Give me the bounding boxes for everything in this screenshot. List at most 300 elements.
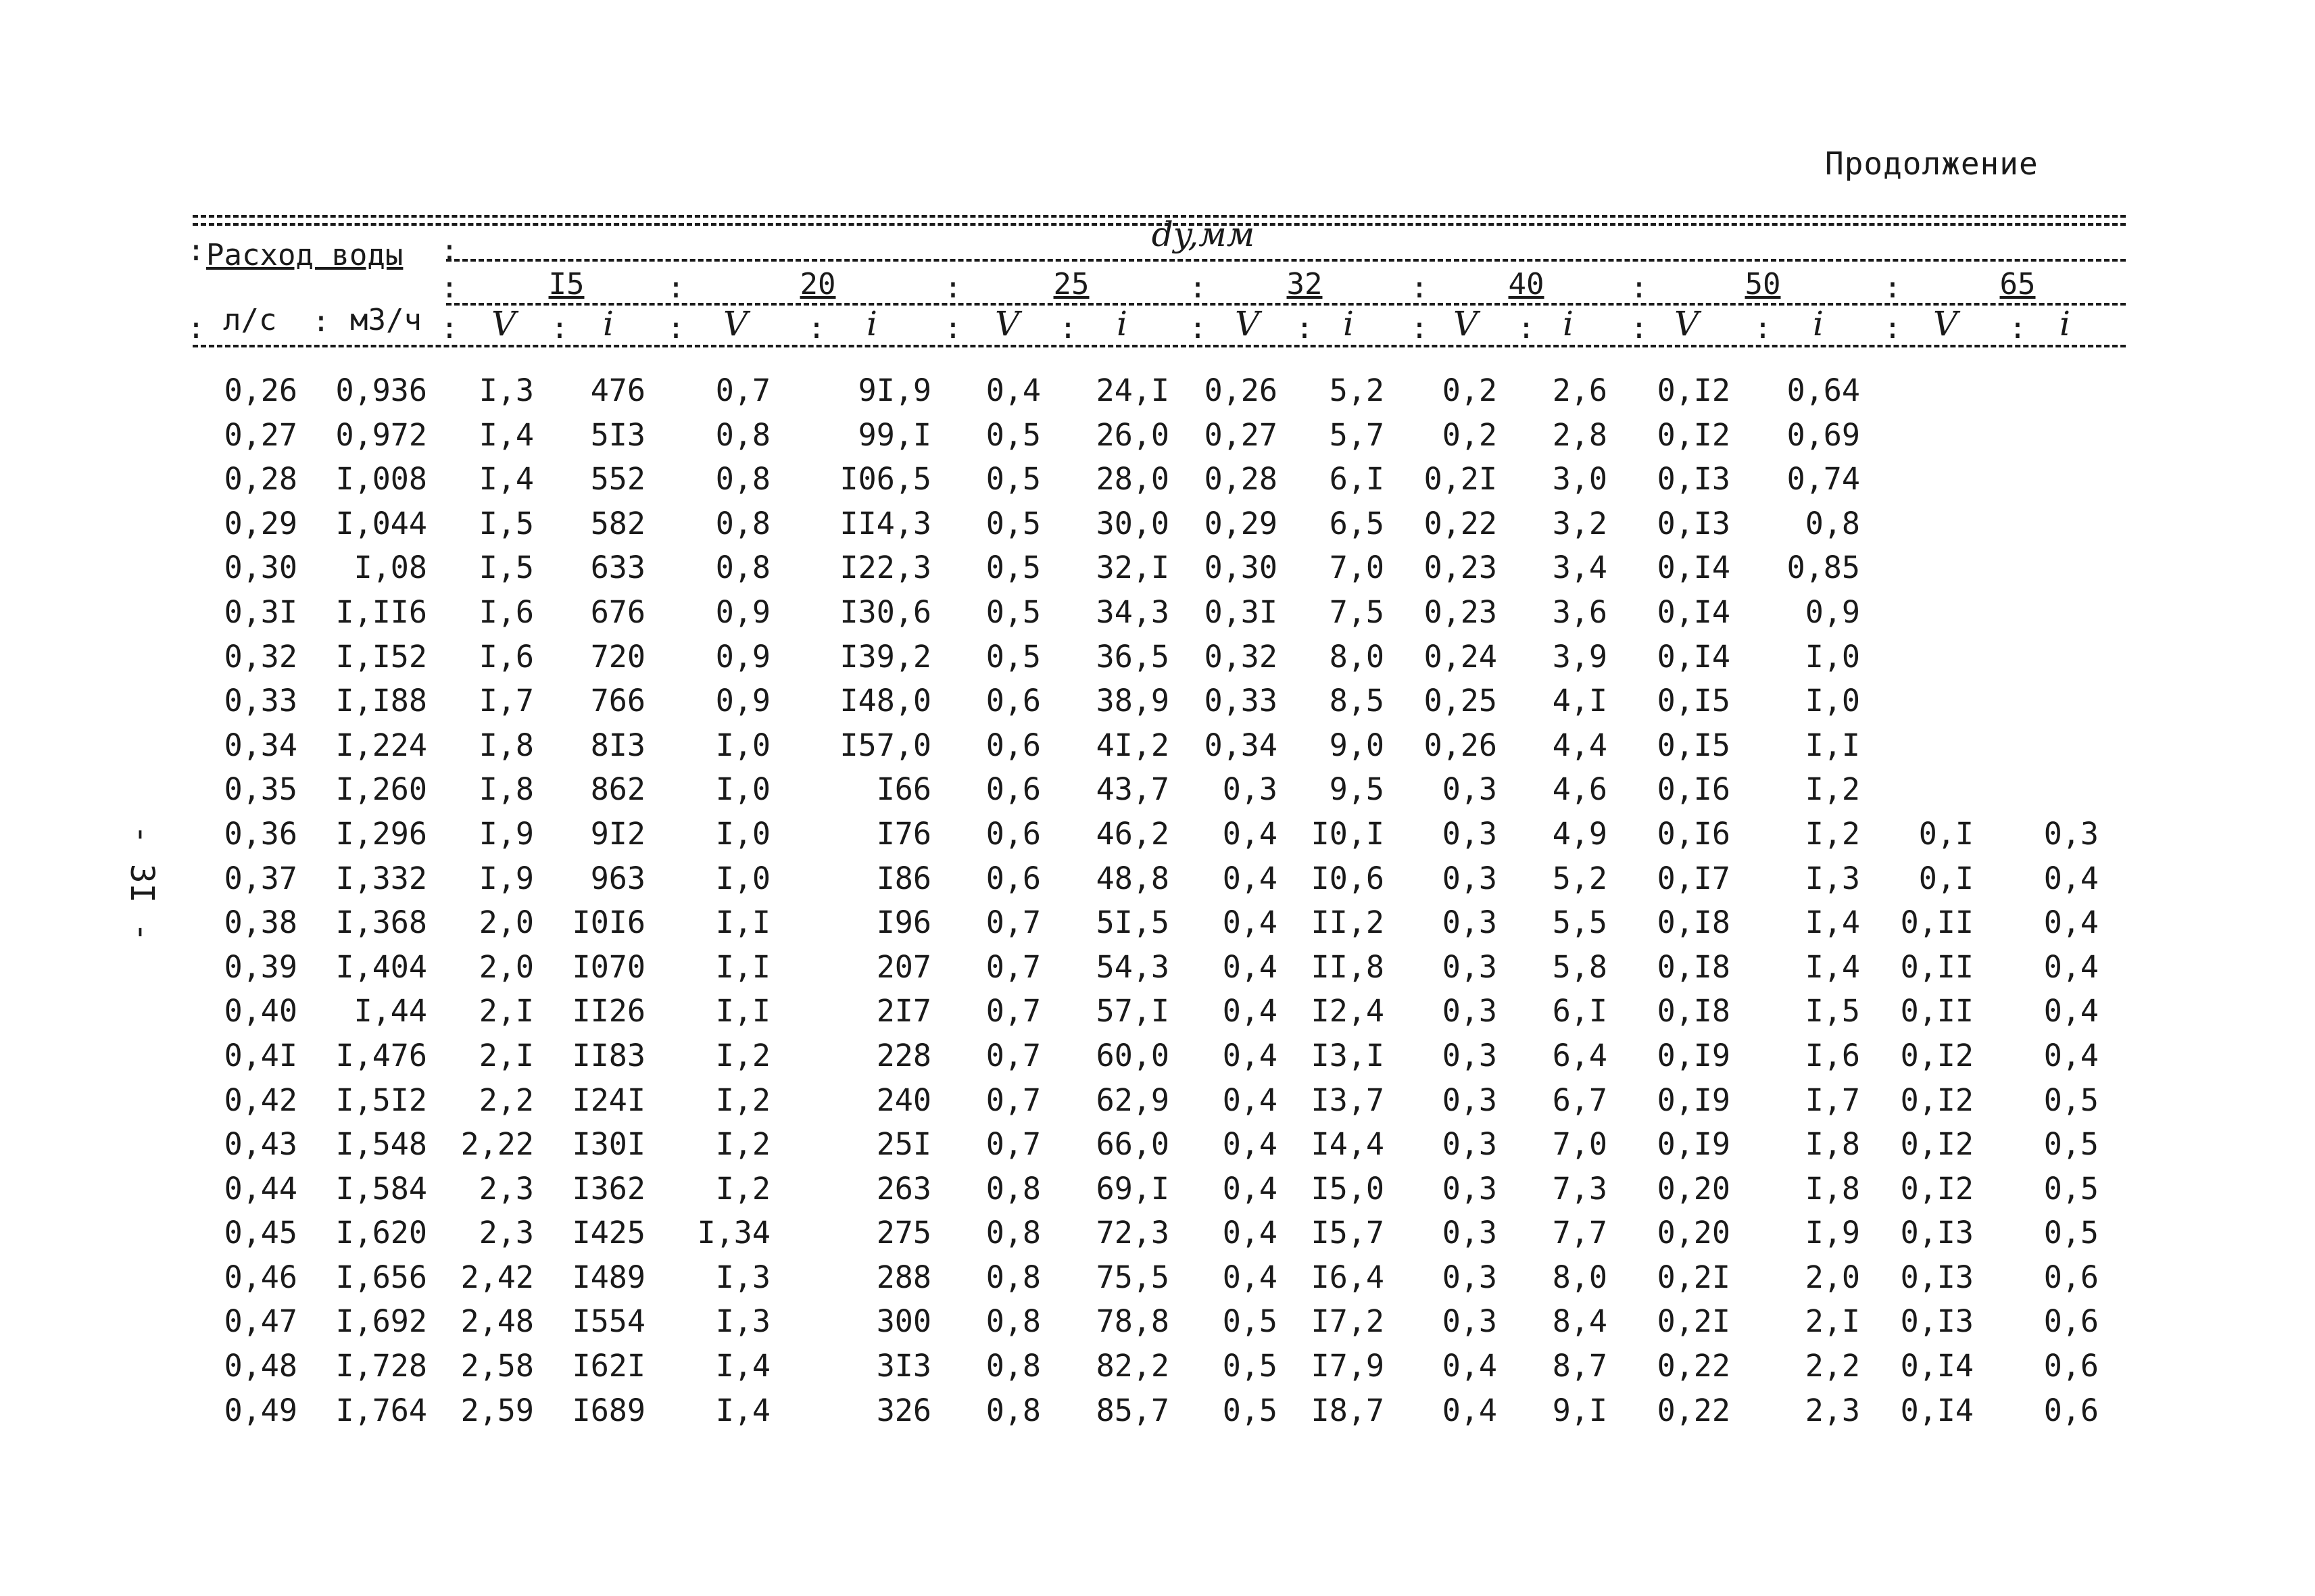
table-row [0,767,2315,812]
cell-v-50: 0,20 [1657,1170,1730,1207]
cell-i-20: 3I3 [876,1348,931,1384]
cell-flow-lps: 0,44 [224,1170,297,1207]
cell-i-32: I7,2 [1311,1303,1384,1340]
table-row [0,812,2315,856]
cell-v-40: 0,23 [1423,594,1497,630]
cell-i-20: 275 [876,1215,931,1251]
table-row [0,1078,2315,1123]
cell-i-65: 0,6 [2043,1348,2099,1384]
cell-v-32: 0,4 [1222,948,1277,985]
cell-i-32: I8,7 [1311,1392,1384,1428]
cell-i-20: I39,2 [839,638,931,675]
cell-flow-m3h: I,044 [335,505,427,541]
cell-flow-m3h: I,I88 [335,683,427,719]
cell-i-15: 963 [590,860,645,896]
cell-i-50: 2,0 [1805,1259,1860,1295]
cell-flow-lps: 0,4I [224,1037,297,1073]
cell-v-20: I,3 [715,1259,771,1295]
cell-v-40: 0,22 [1423,505,1497,541]
cell-v-40: 0,3 [1442,1037,1497,1073]
cell-flow-lps: 0,42 [224,1082,297,1118]
cell-i-40: 9,I [1552,1392,1607,1428]
cell-i-32: I5,0 [1311,1170,1384,1207]
cell-v-20: 0,9 [715,683,771,719]
cell-i-20: 25I [876,1126,931,1163]
cell-i-32: I0,6 [1311,860,1384,896]
cell-i-50: I,5 [1805,993,1860,1030]
cell-flow-lps: 0,29 [224,505,297,541]
cell-i-25: 4I,2 [1096,727,1169,763]
cell-flow-m3h: I,656 [335,1259,427,1295]
cell-v-50: 0,20 [1657,1215,1730,1251]
table-row [0,900,2315,945]
cell-i-20: 2I7 [876,993,931,1030]
cell-v-25: 0,8 [985,1303,1041,1340]
cell-v-20: I,0 [715,815,771,852]
cell-i-20: I30,6 [839,594,931,630]
cell-i-50: I,7 [1805,1082,1860,1118]
cell-v-25: 0,6 [985,683,1041,719]
cell-i-50: 0,64 [1786,372,1860,408]
cell-v-20: 0,8 [715,550,771,586]
cell-i-40: 3,4 [1552,550,1607,586]
cell-i-15: I0I6 [572,904,645,941]
cell-flow-m3h: I,404 [335,948,427,985]
cell-flow-m3h: I,44 [354,993,427,1030]
cell-v-50: 0,I6 [1657,815,1730,852]
cell-v-15: 2,48 [460,1303,534,1340]
cell-v-15: 2,2 [479,1082,534,1118]
cell-i-40: 7,3 [1552,1170,1607,1207]
cell-i-40: 7,0 [1552,1126,1607,1163]
cell-i-25: 62,9 [1096,1082,1169,1118]
cell-v-20: I,34 [697,1215,771,1251]
cell-v-40: 0,3 [1442,1259,1497,1295]
diameter-label: dy,мм [1151,215,1255,254]
flow-unit-lps: л/с [223,303,277,337]
cell-i-50: 0,69 [1786,416,1860,453]
cell-i-25: 5I,5 [1096,904,1169,941]
cell-i-40: 5,2 [1552,860,1607,896]
cell-i-65: 0,6 [2043,1303,2099,1340]
cell-i-25: 32,I [1096,550,1169,586]
cell-v-40: 0,2 [1442,372,1497,408]
cell-i-32: I6,4 [1311,1259,1384,1295]
separator: : [440,233,459,268]
cell-v-20: I,3 [715,1303,771,1340]
cell-i-65: 0,6 [2043,1259,2099,1295]
cell-i-15: I070 [572,948,645,985]
velocity-symbol: V [491,304,516,343]
cell-v-25: 0,5 [985,505,1041,541]
cell-v-20: I,2 [715,1082,771,1118]
header-bottom-rule [193,345,2126,347]
gradient-symbol: i [1343,304,1354,343]
table-row [0,368,2315,413]
cell-v-25: 0,7 [985,1126,1041,1163]
diameter-65: 65 [1999,267,2036,301]
cell-flow-lps: 0,49 [224,1392,297,1428]
velocity-symbol: V [723,304,748,343]
cell-v-15: I,8 [479,771,534,808]
cell-v-40: 0,3 [1442,1082,1497,1118]
cell-i-50: I,2 [1805,815,1860,852]
cell-i-25: 46,2 [1096,815,1169,852]
cell-i-25: 66,0 [1096,1126,1169,1163]
cell-v-15: I,7 [479,683,534,719]
cell-v-25: 0,6 [985,771,1041,808]
cell-flow-m3h: I,548 [335,1126,427,1163]
cell-v-15: I,9 [479,860,534,896]
cell-v-40: 0,2 [1442,416,1497,453]
cell-flow-m3h: I,224 [335,727,427,763]
cell-v-20: I,2 [715,1170,771,1207]
cell-i-32: I7,9 [1311,1348,1384,1384]
cell-v-15: I,9 [479,815,534,852]
cell-v-32: 0,4 [1222,1170,1277,1207]
cell-flow-lps: 0,43 [224,1126,297,1163]
cell-flow-m3h: I,584 [335,1170,427,1207]
cell-v-40: 0,23 [1423,550,1497,586]
cell-v-25: 0,5 [985,594,1041,630]
cell-v-15: 2,3 [479,1215,534,1251]
cell-flow-lps: 0,45 [224,1215,297,1251]
flow-unit-m3h: м3/ч [350,303,422,337]
cell-i-40: 2,8 [1552,416,1607,453]
separator: : [1058,311,1077,345]
cell-i-15: I24I [572,1082,645,1118]
cell-v-25: 0,7 [985,993,1041,1030]
cell-i-20: I86 [876,860,931,896]
separator: : [1753,311,1772,345]
cell-v-15: I,8 [479,727,534,763]
cell-flow-m3h: I,008 [335,461,427,498]
cell-v-32: 0,4 [1222,1215,1277,1251]
velocity-symbol: V [1453,304,1478,343]
cell-i-15: I425 [572,1215,645,1251]
cell-v-65: 0,II [1900,948,1974,985]
cell-v-50: 0,I2 [1657,416,1730,453]
cell-i-15: I62I [572,1348,645,1384]
cell-i-50: 0,74 [1786,461,1860,498]
cell-i-65: 0,4 [2043,860,2099,896]
cell-v-50: 0,I5 [1657,727,1730,763]
cell-i-25: 48,8 [1096,860,1169,896]
cell-i-15: 720 [590,638,645,675]
cell-v-65: 0,I2 [1900,1037,1974,1073]
cell-v-40: 0,3 [1442,948,1497,985]
separator: : [1410,270,1429,305]
diameter-header-rule [446,259,2126,262]
cell-v-15: 2,22 [460,1126,534,1163]
cell-flow-m3h: I,692 [335,1303,427,1340]
diameter-25: 25 [1053,267,1090,301]
separator: : [1630,311,1649,345]
cell-v-25: 0,6 [985,815,1041,852]
cell-i-20: I96 [876,904,931,941]
cell-i-20: 207 [876,948,931,985]
cell-v-50: 0,I9 [1657,1082,1730,1118]
cell-i-20: I57,0 [839,727,931,763]
cell-i-25: 28,0 [1096,461,1169,498]
cell-i-40: 3,2 [1552,505,1607,541]
cell-i-40: 8,4 [1552,1303,1607,1340]
cell-i-20: I66 [876,771,931,808]
separator: : [1883,270,1902,305]
cell-i-32: I5,7 [1311,1215,1384,1251]
cell-i-15: 552 [590,461,645,498]
cell-i-15: I554 [572,1303,645,1340]
cell-v-65: 0,II [1900,904,1974,941]
cell-v-15: 2,I [479,993,534,1030]
cell-i-20: I76 [876,815,931,852]
cell-v-15: 2,58 [460,1348,534,1384]
separator: : [666,270,685,305]
table-row [0,1167,2315,1211]
cell-v-20: I,2 [715,1037,771,1073]
table-row [0,502,2315,546]
separator: : [187,311,205,345]
cell-v-15: 2,59 [460,1392,534,1428]
cell-v-25: 0,7 [985,904,1041,941]
cell-v-20: 0,8 [715,461,771,498]
cell-v-20: 0,9 [715,638,771,675]
cell-v-50: 0,I3 [1657,461,1730,498]
cell-i-20: 228 [876,1037,931,1073]
separator: : [440,311,459,345]
cell-flow-m3h: I,476 [335,1037,427,1073]
cell-i-40: 5,5 [1552,904,1607,941]
cell-v-25: 0,6 [985,727,1041,763]
cell-i-50: I,I [1805,727,1860,763]
cell-v-50: 0,I6 [1657,771,1730,808]
table-row [0,1255,2315,1300]
cell-i-50: I,4 [1805,904,1860,941]
cell-v-50: 0,I9 [1657,1126,1730,1163]
cell-v-50: 0,I3 [1657,505,1730,541]
table-row [0,590,2315,635]
cell-i-25: 85,7 [1096,1392,1169,1428]
cell-flow-lps: 0,37 [224,860,297,896]
cell-v-65: 0,I2 [1900,1082,1974,1118]
gradient-symbol: i [867,304,877,343]
cell-v-32: 0,34 [1204,727,1277,763]
cell-i-20: II4,3 [839,505,931,541]
cell-flow-m3h: I,260 [335,771,427,808]
cell-v-32: 0,5 [1222,1348,1277,1384]
cell-v-25: 0,8 [985,1348,1041,1384]
cell-i-32: 7,0 [1329,550,1384,586]
cell-v-40: 0,3 [1442,860,1497,896]
cell-flow-lps: 0,46 [224,1259,297,1295]
cell-i-20: 263 [876,1170,931,1207]
cell-v-20: I,0 [715,771,771,808]
cell-v-50: 0,I5 [1657,683,1730,719]
cell-v-15: 2,3 [479,1170,534,1207]
cell-i-32: II,8 [1311,948,1384,985]
table-row [0,546,2315,590]
cell-v-15: I,3 [479,372,534,408]
cell-flow-m3h: I,368 [335,904,427,941]
cell-v-50: 0,I8 [1657,993,1730,1030]
cell-flow-lps: 0,35 [224,771,297,808]
cell-i-32: 8,0 [1329,638,1384,675]
cell-i-32: 9,5 [1329,771,1384,808]
cell-v-32: 0,32 [1204,638,1277,675]
cell-i-50: I,0 [1805,638,1860,675]
cell-i-25: 60,0 [1096,1037,1169,1073]
cell-v-40: 0,26 [1423,727,1497,763]
cell-v-15: I,5 [479,505,534,541]
cell-v-15: I,6 [479,638,534,675]
cell-i-40: 4,4 [1552,727,1607,763]
gradient-symbol: i [2060,304,2070,343]
cell-v-32: 0,3I [1204,594,1277,630]
cell-v-65: 0,I3 [1900,1259,1974,1295]
separator: : [1517,311,1536,345]
cell-flow-m3h: I,II6 [335,594,427,630]
cell-i-25: 38,9 [1096,683,1169,719]
cell-flow-m3h: I,5I2 [335,1082,427,1118]
cell-flow-m3h: I,08 [354,550,427,586]
velocity-symbol: V [994,304,1020,343]
cell-v-40: 0,25 [1423,683,1497,719]
cell-i-25: 75,5 [1096,1259,1169,1295]
cell-i-65: 0,5 [2043,1126,2099,1163]
cell-i-40: 8,0 [1552,1259,1607,1295]
cell-i-50: I,8 [1805,1170,1860,1207]
cell-i-25: 78,8 [1096,1303,1169,1340]
cell-v-50: 0,I8 [1657,904,1730,941]
cell-i-65: 0,4 [2043,948,2099,985]
cell-i-25: 26,0 [1096,416,1169,453]
table-row [0,413,2315,458]
cell-i-50: 0,9 [1805,594,1860,630]
cell-i-40: 6,4 [1552,1037,1607,1073]
cell-v-65: 0,I4 [1900,1348,1974,1384]
cell-i-25: 54,3 [1096,948,1169,985]
cell-i-15: II83 [572,1037,645,1073]
cell-v-40: 0,4 [1442,1348,1497,1384]
separator: : [1295,311,1314,345]
continuation-label: Продолжение [1825,145,2039,182]
cell-v-20: I,I [715,948,771,985]
cell-i-15: I489 [572,1259,645,1295]
cell-v-25: 0,8 [985,1259,1041,1295]
cell-i-15: 476 [590,372,645,408]
cell-i-40: 7,7 [1552,1215,1607,1251]
cell-i-50: 2,2 [1805,1348,1860,1384]
cell-flow-m3h: I,764 [335,1392,427,1428]
table-row [0,635,2315,679]
cell-v-15: 2,I [479,1037,534,1073]
cell-i-25: 43,7 [1096,771,1169,808]
separator: : [1410,311,1429,345]
cell-v-40: 0,3 [1442,1126,1497,1163]
cell-flow-lps: 0,36 [224,815,297,852]
cell-v-40: 0,2I [1423,461,1497,498]
cell-i-25: 34,3 [1096,594,1169,630]
cell-v-20: 0,8 [715,416,771,453]
cell-v-15: I,6 [479,594,534,630]
cell-v-25: 0,4 [985,372,1041,408]
cell-v-65: 0,I2 [1900,1126,1974,1163]
cell-i-40: 3,0 [1552,461,1607,498]
cell-i-40: 8,7 [1552,1348,1607,1384]
separator: : [1188,311,1207,345]
cell-v-50: 0,2I [1657,1303,1730,1340]
cell-i-50: 2,3 [1805,1392,1860,1428]
cell-i-40: 4,9 [1552,815,1607,852]
velocity-symbol: V [1674,304,1699,343]
cell-v-15: I,4 [479,461,534,498]
separator: : [187,233,205,268]
cell-v-25: 0,8 [985,1215,1041,1251]
cell-v-32: 0,29 [1204,505,1277,541]
cell-flow-lps: 0,28 [224,461,297,498]
cell-flow-lps: 0,27 [224,416,297,453]
cell-v-32: 0,4 [1222,1259,1277,1295]
cell-v-25: 0,7 [985,948,1041,985]
cell-flow-lps: 0,3I [224,594,297,630]
cell-flow-lps: 0,34 [224,727,297,763]
cell-i-50: I,0 [1805,683,1860,719]
cell-i-20: I48,0 [839,683,931,719]
cell-i-15: 633 [590,550,645,586]
cell-i-50: I,8 [1805,1126,1860,1163]
cell-i-15: I689 [572,1392,645,1428]
cell-i-40: 5,8 [1552,948,1607,985]
table-row [0,945,2315,990]
separator: : [2008,311,2027,345]
cell-i-65: 0,6 [2043,1392,2099,1428]
cell-i-25: 72,3 [1096,1215,1169,1251]
cell-i-15: I362 [572,1170,645,1207]
velocity-symbol: V [1234,304,1260,343]
cell-i-15: 5I3 [590,416,645,453]
cell-v-32: 0,3 [1222,771,1277,808]
cell-i-20: I22,3 [839,550,931,586]
cell-v-32: 0,30 [1204,550,1277,586]
cell-i-32: I3,I [1311,1037,1384,1073]
cell-v-50: 0,I7 [1657,860,1730,896]
table-row [0,1344,2315,1388]
separator: : [944,311,962,345]
cell-i-20: 326 [876,1392,931,1428]
cell-v-32: 0,27 [1204,416,1277,453]
cell-i-20: I06,5 [839,461,931,498]
cell-v-50: 0,I9 [1657,1037,1730,1073]
cell-i-50: I,2 [1805,771,1860,808]
cell-i-50: I,4 [1805,948,1860,985]
table-row [0,723,2315,768]
cell-i-25: 24,I [1096,372,1169,408]
cell-i-50: I,9 [1805,1215,1860,1251]
cell-i-15: 766 [590,683,645,719]
cell-v-20: I,I [715,993,771,1030]
cell-v-32: 0,5 [1222,1392,1277,1428]
separator: : [550,311,569,345]
cell-i-15: 582 [590,505,645,541]
cell-flow-m3h: 0,936 [335,372,427,408]
cell-i-50: 2,I [1805,1303,1860,1340]
cell-v-15: 2,0 [479,948,534,985]
cell-v-20: 0,7 [715,372,771,408]
cell-i-65: 0,5 [2043,1082,2099,1118]
separator: : [944,270,962,305]
cell-v-40: 0,3 [1442,993,1497,1030]
cell-i-32: 5,7 [1329,416,1384,453]
